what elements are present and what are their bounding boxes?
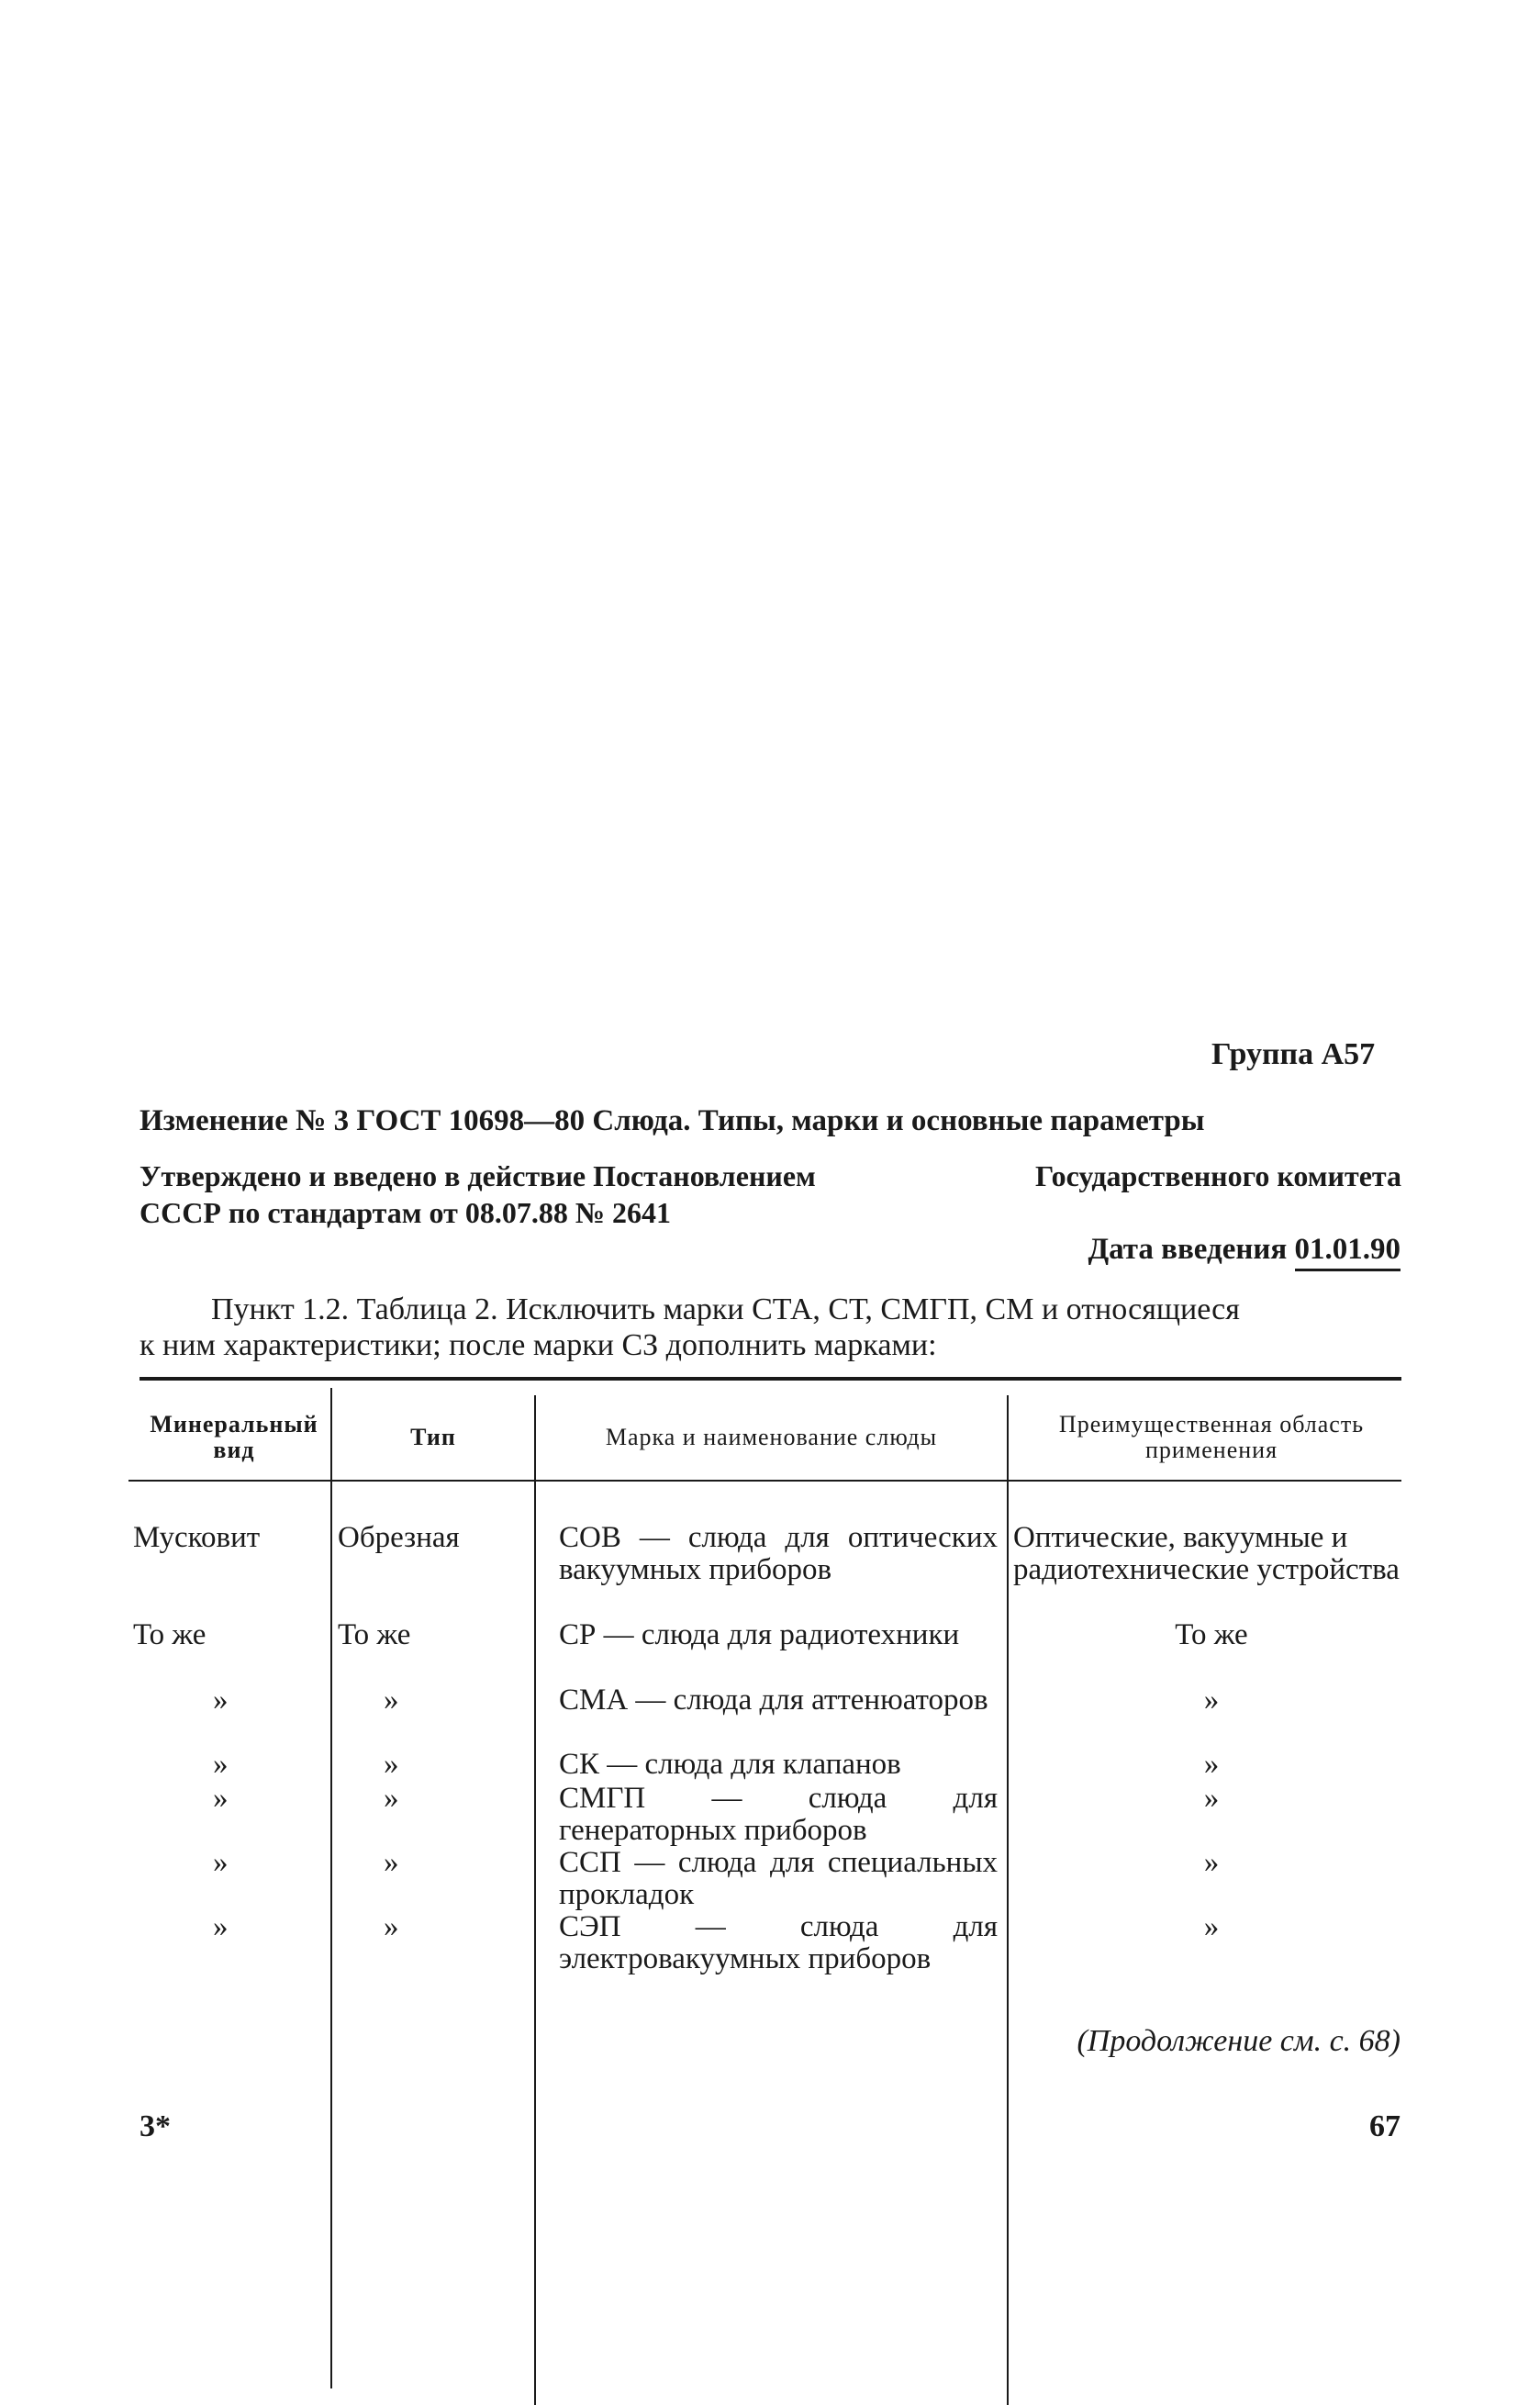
approval-text-part-1: Утверждено и введено в действие Постановлением <box>139 1159 816 1192</box>
table-cell-mineral: » <box>213 1684 229 1717</box>
table-top-rule <box>139 1377 1401 1381</box>
approval-line-1 <box>139 1159 1401 1193</box>
table-cell-mineral: » <box>213 1748 229 1781</box>
table-cell-mark: СЭП — слюда для электровакуумных приборов <box>559 1910 998 1975</box>
continuation-note: (Продолжение см. с. 68) <box>1077 2024 1401 2058</box>
table-cell-type: » <box>384 1684 399 1717</box>
introduction-date <box>1088 1233 1401 1271</box>
change-title: Изменение № 3 ГОСТ 10698—80 Слюда. Типы, марки и основные параметры <box>139 1104 1205 1137</box>
introduction-date-label: Дата введения <box>1088 1233 1288 1266</box>
table-header-rule <box>128 1480 1401 1482</box>
table-cell-mineral: То же <box>133 1618 206 1651</box>
table-cell-mark: СМГП — слюда для генераторных приборов <box>559 1782 998 1847</box>
introduction-date-value: 01.01.90 <box>1295 1233 1401 1271</box>
table-cell-area: » <box>1203 1910 1220 1943</box>
column-header-area: Преимущественная область применения <box>1058 1411 1365 1463</box>
approval-text-part-2: Государственного комитета <box>1035 1159 1401 1192</box>
table-cell-area: » <box>1203 1846 1220 1879</box>
table-cell-mineral: Мусковит <box>133 1521 261 1554</box>
table-cell-area: » <box>1203 1684 1220 1717</box>
table-cell-mineral: » <box>213 1846 229 1879</box>
column-divider-2 <box>534 1395 536 2405</box>
table-cell-type: » <box>384 1748 399 1781</box>
table-cell-mark: СОВ — слюда для оптических вакуумных приборов <box>559 1521 998 1586</box>
table-cell-area: Оптические, вакуумные и радиотехнические устройства <box>1013 1521 1400 1586</box>
signature-mark: 3* <box>139 2109 171 2143</box>
table-cell-area: » <box>1203 1748 1220 1781</box>
table-cell-area: » <box>1203 1782 1220 1815</box>
table-cell-mark: СР — слюда для радиотехники <box>559 1618 960 1651</box>
table-cell-type: » <box>384 1782 399 1815</box>
column-divider-3 <box>1007 1395 1009 2405</box>
table-cell-mineral: » <box>213 1910 229 1943</box>
page-number: 67 <box>1369 2109 1401 2143</box>
column-header-mineral: Минеральный вид <box>150 1411 318 1463</box>
table-cell-area: То же <box>1175 1618 1248 1651</box>
table-cell-type: » <box>384 1846 399 1879</box>
table-cell-mark: ССП — слюда для специальных прокладок <box>559 1846 998 1911</box>
column-divider-1 <box>330 1388 332 2388</box>
group-label: Группа А57 <box>1211 1037 1376 1071</box>
table-cell-mark: СК — слюда для клапанов <box>559 1748 901 1781</box>
table-cell-mineral: » <box>213 1782 229 1815</box>
table-cell-mark: СМА — слюда для аттенюаторов <box>559 1684 988 1717</box>
table-cell-type: То же <box>338 1618 411 1651</box>
table-cell-type: Обрезная <box>338 1521 460 1554</box>
column-header-mark: Марка и наименование слюды <box>605 1424 938 1450</box>
table-cell-type: » <box>384 1910 399 1943</box>
column-header-type: Тип <box>410 1424 456 1450</box>
approval-line-2: СССР по стандартам от 08.07.88 № 2641 <box>139 1196 671 1229</box>
paragraph-line-2: к ним характеристики; после марки СЗ дополнить марками: <box>139 1328 937 1362</box>
paragraph-line-1: Пункт 1.2. Таблица 2. Исключить марки СТА, СТ, СМГП, СМ и относящиеся <box>211 1292 1240 1326</box>
